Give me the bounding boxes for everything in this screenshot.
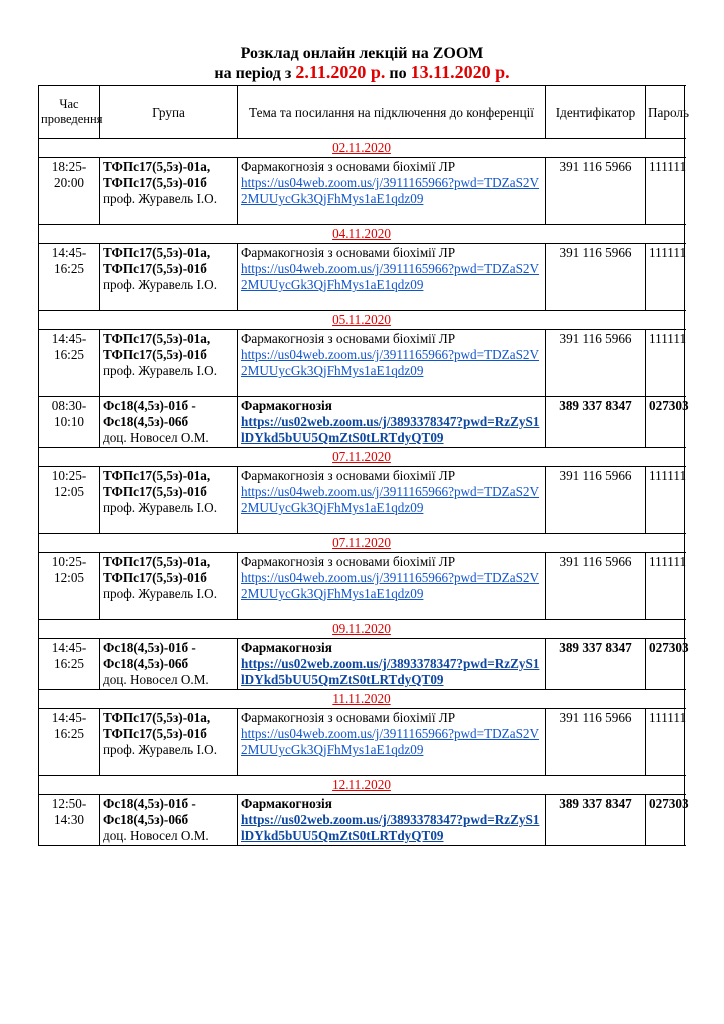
table-row <box>39 467 685 534</box>
group-cell <box>100 244 238 311</box>
zoom-link[interactable]: https://us04web.zoom.us/j/3911165966?pwd=TDZaS2V2MUUycGk3QjFhMys1aE1qdz09 <box>241 570 540 601</box>
table-row <box>39 330 685 397</box>
time-cell: 12:50-14:30 <box>39 795 100 846</box>
header-time: Час проведення <box>39 86 100 139</box>
group-name: Фс18(4,5з)-06б <box>103 656 189 671</box>
topic-title: Фармакогнозія з основами біохімії ЛР <box>241 331 456 346</box>
group-name: ТФПс17(5,5з)-01б <box>103 175 207 190</box>
group-name: ТФПс17(5,5з)-01б <box>103 726 207 741</box>
group-name: ТФПс17(5,5з)-01а, <box>103 554 211 569</box>
meeting-id-cell: 389 337 8347 <box>546 397 646 448</box>
group-cell <box>100 709 238 776</box>
topic-title: Фармакогнозія <box>241 796 332 811</box>
date-row <box>39 620 685 639</box>
group-name: ТФПс17(5,5з)-01б <box>103 347 207 362</box>
zoom-link[interactable]: https://us02web.zoom.us/j/3893378347?pwd=RzZyS1lDYkd5bUU5QmZtS0tLRTdyQT09 <box>241 656 540 687</box>
meeting-id-cell: 389 337 8347 <box>546 639 646 690</box>
group-name: ТФПс17(5,5з)-01б <box>103 484 207 499</box>
topic-title: Фармакогнозія з основами біохімії ЛР <box>241 245 456 260</box>
table-row <box>39 158 685 225</box>
title-line-2 <box>0 63 724 83</box>
zoom-link[interactable]: https://us04web.zoom.us/j/3911165966?pwd=TDZaS2V2MUUycGk3QjFhMys1aE1qdz09 <box>241 347 540 378</box>
topic-cell <box>238 553 546 620</box>
table-row <box>39 397 685 448</box>
table-row <box>39 795 685 846</box>
group-name: ТФПс17(5,5з)-01а, <box>103 245 211 260</box>
password-cell: 111111 <box>646 467 685 534</box>
topic-title: Фармакогнозія з основами біохімії ЛР <box>241 468 456 483</box>
topic-cell <box>238 244 546 311</box>
teacher-name: доц. Новосел О.М. <box>103 672 209 687</box>
topic-cell <box>238 158 546 225</box>
topic-cell <box>238 709 546 776</box>
schedule-table <box>38 85 689 846</box>
date-row <box>39 311 685 330</box>
date-row <box>39 225 685 244</box>
group-name: ТФПс17(5,5з)-01а, <box>103 331 211 346</box>
time-cell: 14:45-16:25 <box>39 244 100 311</box>
group-cell <box>100 553 238 620</box>
time-cell: 08:30-10:10 <box>39 397 100 448</box>
date-cell: 02.11.2020 <box>39 139 685 158</box>
date-from: 2.11.2020 р. <box>295 62 386 82</box>
header-group: Група <box>100 86 238 139</box>
date-row <box>39 534 685 553</box>
header-row <box>39 86 685 139</box>
meeting-id-cell: 391 116 5966 <box>546 330 646 397</box>
title-mid: по <box>385 65 411 82</box>
title-prefix: на період з <box>214 65 296 82</box>
zoom-link[interactable]: https://us04web.zoom.us/j/3911165966?pwd=TDZaS2V2MUUycGk3QjFhMys1aE1qdz09 <box>241 726 540 757</box>
date-row <box>39 776 685 795</box>
topic-title: Фармакогнозія <box>241 398 332 413</box>
meeting-id-cell: 391 116 5966 <box>546 158 646 225</box>
date-row <box>39 690 685 709</box>
group-cell <box>100 467 238 534</box>
date-cell: 11.11.2020 <box>39 690 685 709</box>
time-cell: 14:45-16:25 <box>39 639 100 690</box>
topic-cell <box>238 795 546 846</box>
password-cell: 027303 <box>646 639 685 690</box>
teacher-name: проф. Журавель І.О. <box>103 363 217 378</box>
topic-title: Фармакогнозія з основами біохімії ЛР <box>241 710 456 725</box>
group-cell <box>100 639 238 690</box>
group-name: ТФПс17(5,5з)-01а, <box>103 159 211 174</box>
password-cell: 027303 <box>646 397 685 448</box>
time-cell: 18:25-20:00 <box>39 158 100 225</box>
zoom-link[interactable]: https://us02web.zoom.us/j/3893378347?pwd=RzZyS1lDYkd5bUU5QmZtS0tLRTdyQT09 <box>241 414 540 445</box>
title-line-1: Розклад онлайн лекцій на ZOOM <box>240 45 484 62</box>
password-cell: 111111 <box>646 244 685 311</box>
topic-title: Фармакогнозія <box>241 640 332 655</box>
group-name: Фс18(4,5з)-01б - <box>103 398 196 413</box>
group-name: Фс18(4,5з)-01б - <box>103 796 196 811</box>
teacher-name: проф. Журавель І.О. <box>103 586 217 601</box>
time-cell: 14:45-16:25 <box>39 330 100 397</box>
teacher-name: доц. Новосел О.М. <box>103 828 209 843</box>
topic-cell <box>238 639 546 690</box>
date-to: 13.11.2020 р. <box>410 62 510 82</box>
date-cell: 05.11.2020 <box>39 311 685 330</box>
zoom-link[interactable]: https://us04web.zoom.us/j/3911165966?pwd=TDZaS2V2MUUycGk3QjFhMys1aE1qdz09 <box>241 484 540 515</box>
group-name: Фс18(4,5з)-01б - <box>103 640 196 655</box>
page-title <box>0 44 724 83</box>
group-name: ТФПс17(5,5з)-01а, <box>103 710 211 725</box>
password-cell: 111111 <box>646 158 685 225</box>
teacher-name: проф. Журавель І.О. <box>103 191 217 206</box>
date-row <box>39 139 685 158</box>
group-cell <box>100 795 238 846</box>
date-cell: 07.11.2020 <box>39 534 685 553</box>
table-row <box>39 553 685 620</box>
group-name: ТФПс17(5,5з)-01а, <box>103 468 211 483</box>
teacher-name: проф. Журавель І.О. <box>103 500 217 515</box>
meeting-id-cell: 391 116 5966 <box>546 467 646 534</box>
header-password: Пароль <box>646 86 685 139</box>
teacher-name: доц. Новосел О.М. <box>103 430 209 445</box>
topic-cell <box>238 397 546 448</box>
table-row <box>39 709 685 776</box>
password-cell: 027303 <box>646 795 685 846</box>
password-cell: 111111 <box>646 553 685 620</box>
group-cell <box>100 330 238 397</box>
time-cell: 10:25-12:05 <box>39 467 100 534</box>
time-cell: 14:45-16:25 <box>39 709 100 776</box>
teacher-name: проф. Журавель І.О. <box>103 277 217 292</box>
table-row <box>39 639 685 690</box>
date-cell: 09.11.2020 <box>39 620 685 639</box>
meeting-id-cell: 391 116 5966 <box>546 244 646 311</box>
topic-cell <box>238 467 546 534</box>
date-cell: 12.11.2020 <box>39 776 685 795</box>
group-cell <box>100 397 238 448</box>
schedule-body <box>39 139 689 846</box>
topic-title: Фармакогнозія з основами біохімії ЛР <box>241 554 456 569</box>
meeting-id-cell: 389 337 8347 <box>546 795 646 846</box>
zoom-link[interactable]: https://us04web.zoom.us/j/3911165966?pwd=TDZaS2V2MUUycGk3QjFhMys1aE1qdz09 <box>241 261 540 292</box>
password-cell: 111111 <box>646 709 685 776</box>
group-name: ТФПс17(5,5з)-01б <box>103 570 207 585</box>
header-topic: Тема та посилання на підключення до конференції <box>238 86 546 139</box>
teacher-name: проф. Журавель І.О. <box>103 742 217 757</box>
date-row <box>39 448 685 467</box>
group-name: ТФПс17(5,5з)-01б <box>103 261 207 276</box>
date-cell: 04.11.2020 <box>39 225 685 244</box>
zoom-link[interactable]: https://us04web.zoom.us/j/3911165966?pwd=TDZaS2V2MUUycGk3QjFhMys1aE1qdz09 <box>241 175 540 206</box>
topic-cell <box>238 330 546 397</box>
group-name: Фс18(4,5з)-06б <box>103 812 189 827</box>
header-id: Ідентифікатор <box>546 86 646 139</box>
group-name: Фс18(4,5з)-06б <box>103 414 189 429</box>
password-cell: 111111 <box>646 330 685 397</box>
date-cell: 07.11.2020 <box>39 448 685 467</box>
topic-title: Фармакогнозія з основами біохімії ЛР <box>241 159 456 174</box>
zoom-link[interactable]: https://us02web.zoom.us/j/3893378347?pwd=RzZyS1lDYkd5bUU5QmZtS0tLRTdyQT09 <box>241 812 540 843</box>
time-cell: 10:25-12:05 <box>39 553 100 620</box>
group-cell <box>100 158 238 225</box>
meeting-id-cell: 391 116 5966 <box>546 553 646 620</box>
table-row <box>39 244 685 311</box>
meeting-id-cell: 391 116 5966 <box>546 709 646 776</box>
